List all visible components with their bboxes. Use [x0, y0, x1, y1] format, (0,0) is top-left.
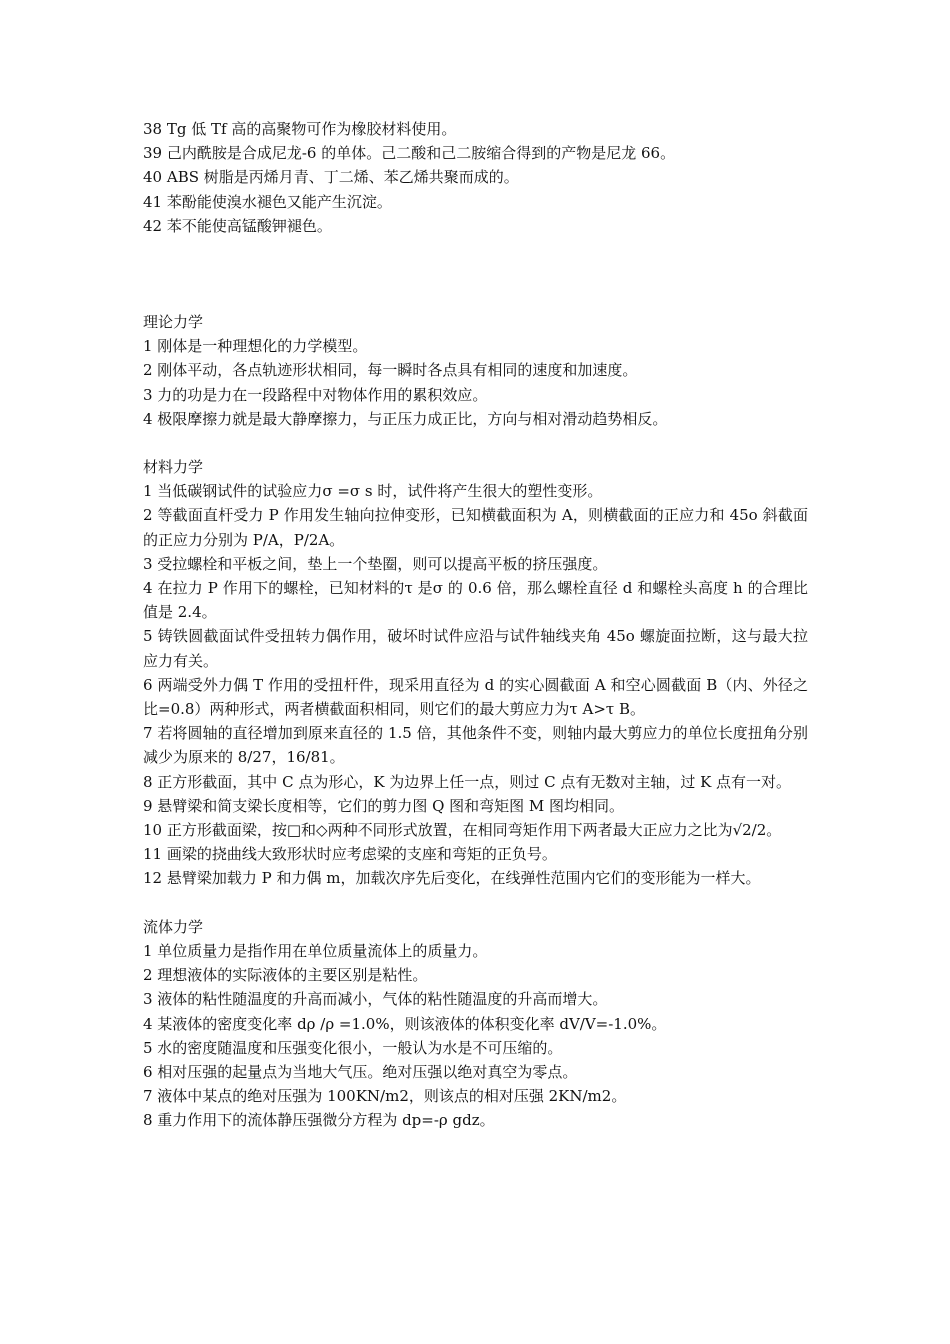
list-item: 10 正方形截面梁，按□和◇两种不同形式放置，在相同弯矩作用下两者最大正应力之比为√2/2。	[143, 821, 782, 840]
spacer	[143, 431, 808, 455]
materials-mechanics-section	[143, 455, 808, 891]
document-content	[143, 117, 808, 1133]
chemistry-items	[143, 117, 808, 238]
spacer	[143, 238, 808, 310]
list-item: 5 铸铁圆截面试件受扭转力偶作用，破坏时试件应沿与试件轴线夹角 45o 螺旋面拉断，这与最大拉应力有关。	[143, 627, 808, 670]
section-title: 流体力学	[143, 917, 204, 936]
list-item: 9 悬臂梁和简支梁长度相等，它们的剪力图 Q 图和弯矩图 M 图均相同。	[143, 796, 625, 815]
list-item: 39 己内酰胺是合成尼龙-6 的单体。己二酸和己二胺缩合得到的产物是尼龙 66。	[143, 144, 676, 163]
list-item: 4 在拉力 P 作用下的螺栓，已知材料的τ 是σ 的 0.6 倍，那么螺栓直径 d 和螺栓头高度 h 的合理比值是 2.4。	[143, 579, 808, 622]
list-item: 38 Tg 低 Tf 高的高聚物可作为橡胶材料使用。	[143, 120, 457, 138]
theory-mechanics-section	[143, 310, 808, 431]
list-item: 8 正方形截面，其中 C 点为形心，K 为边界上任一点，则过 C 点有无数对主轴，过 K 点有一对。	[143, 772, 792, 791]
list-item: 7 若将圆轴的直径增加到原来直径的 1.5 倍，其他条件不变，则轴内最大剪应力的单位长度扭角分别减少为原来的 8/27，16/81。	[143, 724, 808, 767]
list-item: 3 力的功是力在一段路程中对物体作用的累积效应。	[143, 385, 488, 404]
list-item: 42 苯不能使高锰酸钾褪色。	[143, 216, 332, 235]
list-item: 40 ABS 树脂是丙烯月青、丁二烯、苯乙烯共聚而成的。	[143, 168, 519, 187]
list-item: 5 水的密度随温度和压强变化很小，一般认为水是不可压缩的。	[143, 1038, 563, 1057]
list-item: 2 等截面直杆受力 P 作用发生轴向拉伸变形，已知横截面积为 A，则横截面的正应力和 45o 斜截面的正应力分别为 P/A，P/2A。	[143, 506, 808, 549]
list-item: 11 画梁的挠曲线大致形状时应考虑梁的支座和弯矩的正负号。	[143, 845, 557, 864]
list-item: 1 当低碳钢试件的试验应力σ =σ s 时，试件将产生很大的塑性变形。	[143, 482, 603, 501]
section-title: 材料力学	[143, 458, 204, 477]
list-item: 6 相对压强的起量点为当地大气压。绝对压强以绝对真空为零点。	[143, 1062, 578, 1081]
list-item: 1 单位质量力是指作用在单位质量流体上的质量力。	[143, 941, 488, 960]
section-title: 理论力学	[143, 313, 204, 332]
list-item: 4 极限摩擦力就是最大静摩擦力，与正压力成正比，方向与相对滑动趋势相反。	[143, 409, 668, 428]
spacer	[143, 891, 808, 915]
list-item: 7 液体中某点的绝对压强为 100KN/m2，则该点的相对压强 2KN/m2。	[143, 1087, 627, 1106]
list-item: 3 受拉螺栓和平板之间，垫上一个垫圈，则可以提高平板的挤压强度。	[143, 554, 608, 573]
list-item: 12 悬臂梁加载力 P 和力偶 m，加载次序先后变化，在线弹性范围内它们的变形能为一样大。	[143, 869, 761, 888]
list-item: 2 刚体平动，各点轨迹形状相同，每一瞬时各点具有相同的速度和加速度。	[143, 361, 638, 380]
list-item: 6 两端受外力偶 T 作用的受扭杆件，现采用直径为 d 的实心圆截面 A 和空心圆截面 B（内、外径之比=0.8）两种形式，两者横截面积相同，则它们的最大剪应力为τ A>τ B。	[143, 675, 808, 719]
fluid-mechanics-section	[143, 915, 808, 1133]
list-item: 3 液体的粘性随温度的升高而减小，气体的粘性随温度的升高而增大。	[143, 990, 608, 1009]
list-item: 41 苯酚能使溴水褪色又能产生沉淀。	[143, 192, 392, 211]
list-item: 8 重力作用下的流体静压强微分方程为 dp=-ρ gdz。	[143, 1111, 495, 1130]
list-item: 4 某液体的密度变化率 dρ /ρ =1.0%，则该液体的体积变化率 dV/V=-1.0%。	[143, 1014, 667, 1033]
list-item: 2 理想液体的实际液体的主要区别是粘性。	[143, 966, 428, 985]
list-item: 1 刚体是一种理想化的力学模型。	[143, 337, 368, 356]
